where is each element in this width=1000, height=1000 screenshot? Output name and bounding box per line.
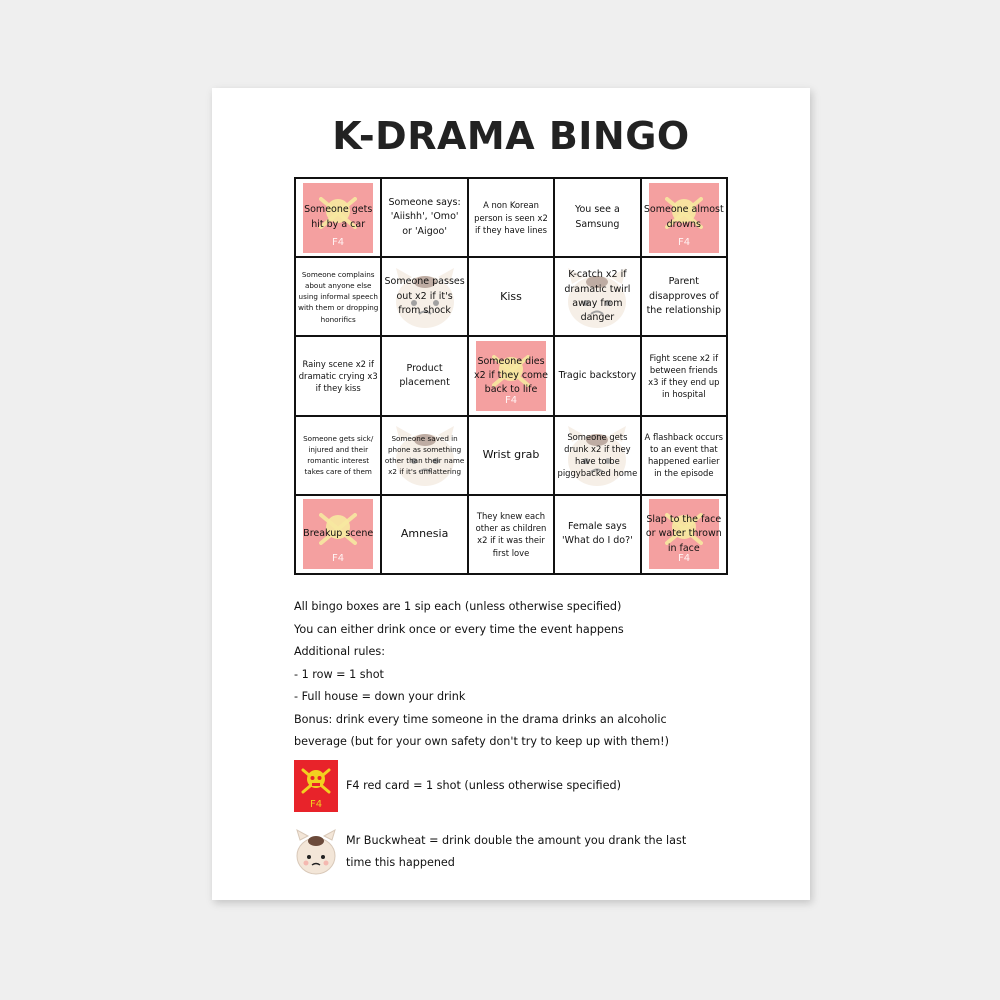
- card-label: F4: [309, 799, 323, 810]
- rule-line: All bingo boxes are 1 sip each (unless otherwise specified): [294, 600, 622, 613]
- bingo-cell-text: A non Korean person is seen x2 if they have lines: [474, 200, 548, 235]
- bingo-cell: [382, 417, 468, 496]
- bingo-cell: [382, 258, 468, 337]
- bingo-cell-text: Female says 'What do I do?': [562, 521, 633, 547]
- bingo-grid: [294, 177, 728, 575]
- bingo-cell: [296, 496, 382, 575]
- card-label: F4: [332, 553, 345, 565]
- bingo-cell: [296, 179, 382, 258]
- bingo-cell-text: You see a Samsung: [574, 204, 620, 230]
- bingo-cell: [555, 337, 641, 416]
- bingo-cell-text: Someone says: 'Aiishh', 'Omo' or 'Aigoo': [388, 197, 461, 237]
- bingo-cell: [555, 496, 641, 575]
- bingo-cell: [642, 417, 728, 496]
- bingo-cell: [642, 179, 728, 258]
- legend-mr-buckwheat: [294, 826, 686, 878]
- bingo-cell-text: Rainy scene x2 if dramatic crying x3 if they kiss: [298, 358, 378, 394]
- bingo-cell: [469, 179, 555, 258]
- bingo-cell-text: Fight scene x2 if between friends x3 if they end up in hospital: [648, 352, 720, 400]
- bingo-cell-text: Someone gets hit by a car: [304, 204, 373, 230]
- legend-red-card: [294, 760, 621, 812]
- bingo-cell-text: Someone dies x2 if they come back to life: [473, 355, 549, 396]
- bingo-cell-text: A flashback occurs to an event that happened earlier in the episode: [644, 431, 724, 479]
- bingo-cell-text: Someone almost drowns: [643, 204, 724, 230]
- bingo-cell-text: Parent disapproves of the relationship: [646, 276, 722, 316]
- bingo-cell: [642, 337, 728, 416]
- bingo-cell-text: Someone gets drunk x2 if they have to be piggybacked home: [557, 431, 638, 479]
- bingo-cell: [382, 179, 468, 258]
- card-label: F4: [677, 236, 690, 248]
- rule-line: - Full house = down your drink: [294, 690, 466, 703]
- bingo-print: [212, 88, 810, 900]
- mr-buckwheat-legend-line: time this happened: [346, 856, 455, 869]
- bingo-cell-text: K-catch x2 if dramatic twirl away from danger: [564, 269, 631, 324]
- bingo-cell: [296, 417, 382, 496]
- rule-line: - 1 row = 1 shot: [294, 667, 384, 681]
- bingo-cell: [469, 337, 555, 416]
- bingo-cell: [469, 258, 555, 337]
- bingo-cell-text: Product placement: [399, 362, 450, 388]
- mr-buckwheat-legend-text: [346, 830, 686, 874]
- bingo-cell-text: Wrist grab: [482, 448, 540, 462]
- bingo-cell: [469, 417, 555, 496]
- bingo-cell: [642, 258, 728, 337]
- bingo-cell: [555, 417, 641, 496]
- bingo-cell-text: Breakup scene: [303, 528, 374, 540]
- card-label: F4: [677, 553, 690, 565]
- bingo-cell: [555, 179, 641, 258]
- rule-line: Additional rules:: [294, 645, 385, 658]
- rules-list: [294, 596, 784, 754]
- bingo-cell-text: Someone passes out x2 if it's from shock: [384, 276, 465, 316]
- page-title: K-DRAMA BINGO: [332, 114, 690, 158]
- bingo-cell: [296, 258, 382, 337]
- rule-line: You can either drink once or every time the event happens: [294, 622, 624, 636]
- bingo-cell: [469, 496, 555, 575]
- bingo-cell: [296, 337, 382, 416]
- card-label: F4: [504, 394, 518, 406]
- bingo-cell-text: Someone saved in phone as something other than their name x2 if it's unflattering: [384, 433, 465, 477]
- red-card-legend-text: F4 red card = 1 shot (unless otherwise specified): [346, 779, 621, 792]
- card-label: F4: [332, 236, 345, 248]
- bingo-cell-text: They knew each other as children x2 if it was their first love: [475, 511, 547, 558]
- bingo-cell: [555, 258, 641, 337]
- bingo-cell-text: Slap to the face or water thrown in face: [645, 514, 722, 554]
- bingo-cell: [382, 496, 468, 575]
- rule-line: beverage (but for your own safety don't try to keep up with them!): [294, 735, 669, 748]
- mr-buckwheat-icon: [294, 826, 338, 878]
- rule-line: Bonus: drink every time someone in the drama drinks an alcoholic: [294, 712, 667, 726]
- bingo-cell-text: Someone complains about anyone else using informal speech with them or dropping honorifics: [298, 269, 379, 324]
- bingo-cell-text: Someone gets sick/ injured and their romantic interest takes care of them: [303, 433, 374, 477]
- bingo-cell-text: Kiss: [500, 289, 522, 303]
- bingo-cell: [382, 337, 468, 416]
- bingo-cell-text: Tragic backstory: [558, 369, 637, 381]
- bingo-cell-text: Amnesia: [400, 527, 449, 541]
- red-card-icon: [294, 760, 338, 812]
- mr-buckwheat-legend-line: Mr Buckwheat = drink double the amount you drank the last: [346, 834, 687, 847]
- bingo-cell: [642, 496, 728, 575]
